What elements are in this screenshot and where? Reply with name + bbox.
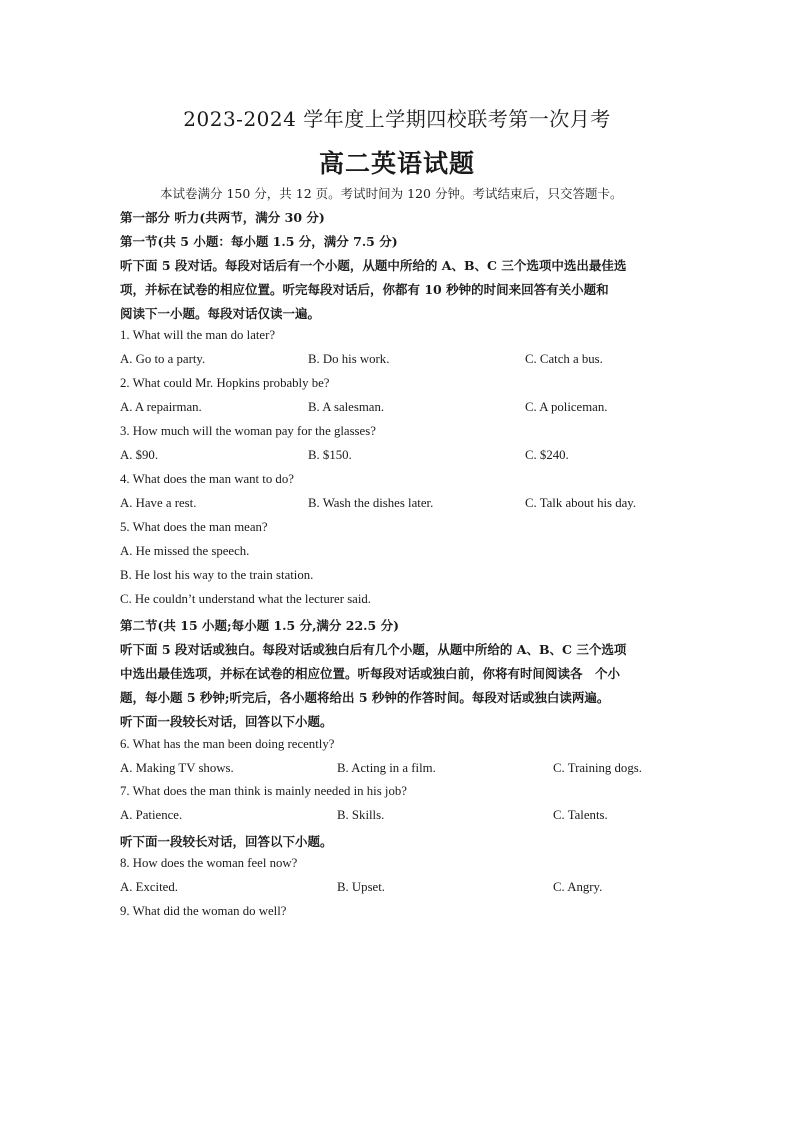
question-text: 3. How much will the woman pay for the glasses? <box>120 424 376 438</box>
section2-instruction-line: 中选出最佳选项，并标在试卷的相应位置。听每段对话或独白前，你将有时间阅读各 个小 <box>120 666 621 681</box>
option-b: B. Skills. <box>337 808 385 822</box>
option-b: B. Acting in a film. <box>337 761 436 775</box>
section1-instruction-line: 阅读下一小题。每段对话仅读一遍。 <box>120 306 321 321</box>
section2-instruction-line: 题，每小题 5 秒钟;听完后，各小题将给出 5 秒钟的作答时间。每段对话或独白读两遍。 <box>120 690 610 705</box>
option-b: B. Upset. <box>337 880 385 894</box>
section2-heading: 第二节(共 15 小题;每小题 1.5 分,满分 22.5 分) <box>120 618 399 633</box>
option-b: B. Do his work. <box>308 352 390 366</box>
listen-prompt: 听下面一段较长对话，回答以下小题。 <box>120 834 333 849</box>
section1-instruction-line: 项，并标在试卷的相应位置。听完每段对话后，你都有 10 秒钟的时间来回答有关小题和 <box>120 282 609 297</box>
option-a: A. Go to a party. <box>120 352 206 366</box>
option-c: C. $240. <box>525 448 569 462</box>
option-a: A. Patience. <box>120 808 183 822</box>
exam-title: 2023-2024 学年度上学期四校联考第一次月考 <box>183 107 611 131</box>
option-c: C. Training dogs. <box>553 761 642 775</box>
listen-prompt: 听下面一段较长对话，回答以下小题。 <box>120 714 333 729</box>
option-b: B. Wash the dishes later. <box>308 496 434 510</box>
section1-heading: 第一节(共 5 小题：每小题 1.5 分，满分 7.5 分) <box>120 234 398 249</box>
question-text: 6. What has the man been doing recently? <box>120 737 335 751</box>
question-text: 2. What could Mr. Hopkins probably be? <box>120 376 330 390</box>
question-text: 8. How does the woman feel now? <box>120 856 298 870</box>
question-text: 1. What will the man do later? <box>120 328 276 342</box>
option-a: A. He missed the speech. <box>120 544 250 558</box>
option-c: C. Talents. <box>553 808 608 822</box>
subject-title: 高二英语试题 <box>318 149 475 178</box>
option-c: C. Angry. <box>553 880 603 894</box>
option-b: B. A salesman. <box>308 400 385 414</box>
option-a: A. A repairman. <box>120 400 202 414</box>
exam-intro: 本试卷满分 150 分，共 12 页。考试时间为 120 分钟。考试结束后，只交答题卡。 <box>160 186 623 201</box>
option-b: B. He lost his way to the train station. <box>120 568 314 582</box>
option-a: A. Excited. <box>120 880 178 894</box>
question-text: 5. What does the man mean? <box>120 520 268 534</box>
option-b: B. $150. <box>308 448 352 462</box>
option-c: C. A policeman. <box>525 400 608 414</box>
option-a: A. Making TV shows. <box>120 761 234 775</box>
option-c: C. Catch a bus. <box>525 352 603 366</box>
section1-instruction-line: 听下面 5 段对话。每段对话后有一个小题，从题中所给的 A、B、C 三个选项中选出最佳选 <box>120 258 627 273</box>
section2-instruction-line: 听下面 5 段对话或独白。每段对话或独白后有几个小题，从题中所给的 A、B、C 三个选项 <box>120 642 627 657</box>
question-text: 4. What does the man want to do? <box>120 472 294 486</box>
part1-heading: 第一部分 听力(共两节，满分 30 分) <box>120 210 325 225</box>
question-text: 9. What did the woman do well? <box>120 904 287 918</box>
option-a: A. $90. <box>120 448 159 462</box>
question-text: 7. What does the man think is mainly needed in his job? <box>120 784 407 798</box>
option-c: C. Talk about his day. <box>525 496 637 510</box>
option-a: A. Have a rest. <box>120 496 197 510</box>
option-c: C. He couldn’t understand what the lecturer said. <box>120 592 372 606</box>
